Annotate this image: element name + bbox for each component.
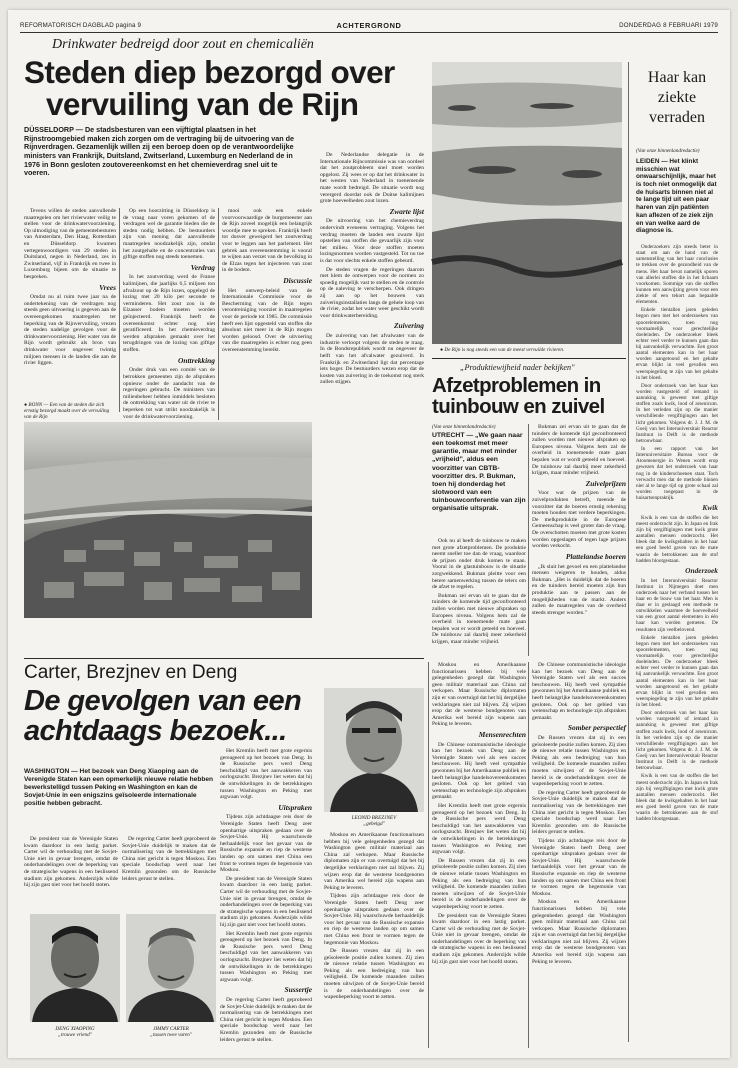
river-photo [432, 62, 622, 344]
deng-paragraph: Moskou en Amerikaanse functionarissen hebben bij vele gelegenheden gezegd dat Washington geen militair materiaal aan China zal verkopen. Maar Russische diplomaten zijn er van overtuigd dat het bij dergelijke verklaringen niet zal blijven. Zij wijzen erop dat de westerse bondgenoten van Amerika wel bereid zijn wapens aan Peking te leveren. [432, 662, 526, 728]
hair-subhead-onderzoek: Onderzoek [685, 565, 718, 575]
deng-paragraph: De president van de Verenigde Staten kwam daardoor in een lastig parket. Carter wil de verhouding met de Sovjet-Unie niet in gevaar brengen, omdat de onderhandelingen over de beperking van de strategische wapens in een beslissend stadium zijn gekomen. Anderzijds wilde hij zijn gast niet voor het hoofd stoten. [220, 875, 312, 928]
deng-subhead-somber: Somber perspectief [567, 723, 626, 733]
hair-lead: LEIDEN — Het klinkt misschien wat onwaarschijnlijk, maar het is toch niet onmogelijk dat de huisarts binnen niet al te lange tijd uit een paar haren van zijn patiënten kan aflezen of ze ziek zijn en van welke aard de diagnose is. [636, 158, 717, 235]
rhine-paragraph: In het zoutverdrag werd de Franse kalimijnen, die jaarlijks 6,5 miljoen ton afvalzout op de Rijn lozen, opgelegd de lozing met 20 kilo per seconde te verminderen. Het zout zou in de Elzasser bodem moeten worden geïnjecteerd. Frankrijk heeft de overeenkomst echter nog niet geratificeerd. In het chemieverdrag werden afspraken gemaakt over het terugdringen van de lozing van giftige stoffen. [123, 274, 215, 354]
header-section: ACHTERGROND [336, 21, 402, 30]
deng-headline [24, 687, 324, 746]
rhine-kicker: Drinkwater bedreigd door zout en chemicaliën [52, 37, 314, 52]
rhine-column-4 [320, 152, 424, 454]
deng-column-4 [324, 832, 424, 1048]
rhine-subhead-onttrekking: Onttrekking [178, 355, 215, 365]
deng-paragraph: Moskou en Amerikaanse functionarissen hebben bij vele gelegenheden gezegd dat Washington geen militair materiaal aan China zal verkopen. Maar Russische diplomaten zijn er van overtuigd dat het bij dergelijke verklaringen niet zal blijven. Zij wijzen erop dat de westerse bondgenoten van Amerika wel bereid zijn wapens aan Peking te leveren. [324, 832, 424, 891]
rhine-paragraph: Het ontwerp-beleid van de Internationale Commissie voor de Bescherming van de Rijn tegen verontreiniging voorziet in maatregelen voor de periode tot 1985. De commissie heeft een lijst opgesteld van stoffen die absoluut niet meer in de Rijn mogen worden geloosd. Over de uitvoering van die maatregelen is echter nog geen overeenstemming bereikt. [222, 287, 312, 354]
rhine-paragraph: De steden vragen de regeringen daarom met klem de ontwerpen voor de normen zo spoedig mogelijk vast te stellen en de controle op de naleving te verscherpen. Ook dringen zij aan op het bouwen van zuiveringsinstallaties langs de gehele loop van de rivier, zodat het water weer geschikt wordt voor drinkwaterbereiding. [320, 266, 424, 319]
deng-photo [30, 914, 120, 1022]
hair-paragraph: Kwik is een van de stoffen die het meest onderzocht zijn. In Japan en Irak zijn bij vergiftigingen met kwik grote aantallen mensen onderzocht. Het bleek dat de kwikgehalten in het haar een goed beeld gaven van de mate waarin de betrokkenen aan de stof hadden blootgestaan. [636, 773, 718, 823]
rhine-column-1 [24, 208, 116, 408]
rhine-subhead-zwarte-lijst: Zwarte lijst [389, 206, 424, 216]
rhine-paragraph: De Nederlandse delegatie in de Internationale Rijncommissie was van oordeel dat het zoutprobleem snel moet worden opgelost. Zij wees er op dat het drinkwater in het westen van Nederland in toenemende mate wordt bedreigd. De situatie wordt nog verergerd doordat ook de Duitse kalimijnen grote hoeveelheden zout lozen. [320, 152, 424, 205]
rhine-paragraph: De zuivering van het afvalwater van de industrie verloopt volgens de steden te traag. In de Bondsrepubliek wordt nu ongeveer de helft van het afvalwater gezuiverd. In Frankrijk en Zwitserland ligt dat percentage iets hoger. De bestuurders wezen erop dat de kosten van zuivering in de toekomst nog sterk zullen stijgen. [320, 333, 424, 386]
hair-paragraph: In het Interuniversitair Reactor Instituut in Nijmegen doet men onderzoek naar het verband tussen het haar en de bouw van het haar. Men is daar er in geslaagd een methode te ontwikkelen waarmee de hoeveelheid van een groot aantal elementen in één haar kan worden gemeten. De resultaten zijn veelbelovend. [636, 577, 718, 633]
hair-body [636, 244, 718, 1044]
deng-paragraph: De Chinese communistische ideologie kan het bezoek van Deng aan de Verenigde Staten wel als een succes beschouwen. Hij heeft veel sympathie gewonnen bij het Amerikaanse publiek en heeft belangrijke handelsovereenkomsten gesloten. Ook op het gebied van wetenschap en technologie zijn afspraken gemaakt. [432, 741, 526, 801]
deng-caption [30, 1026, 120, 1038]
hair-paragraph: Door onderzoek van het haar kan worden vastgesteld of iemand in aanraking is geweest met giftige stoffen zoals kwik, lood of arsenicum. In het verleden zijn op die manier verschillende vergiftigingen aan het licht gekomen. Volgens dr. J. J. M. de Goeij van het Interuniversitair Reactor Instituut in Delft is de methode betrouwbaar. [636, 710, 718, 772]
dairy-subhead-plattelands: Plattelandse boeren [565, 551, 626, 561]
dairy-column-1 [432, 538, 526, 656]
deng-lead: WASHINGTON — Het bezoek van Deng Xiaoping aan de Verenigde Staten kan een opmerkelijk nieuwe relatie hebben bewerkstelligd tussen Peking en Washington en kan de Sovjet-Unie in een enigszins geïsoleerde internationale positie hebben gebracht. [24, 768, 214, 807]
rhine-paragraph: De uitvoering van het chemieverdrag ondervindt eveneens vertraging. Volgens het verdrag moeten de landen een zwarte lijst opstellen van stoffen die gevaarlijk zijn voor het milieu. Voor deze stoffen moeten lozingsnormen worden vastgesteld. Tot nu toe is dat voor slechts enkele stoffen gebeurd. [320, 218, 424, 265]
deng-paragraph: De regering Carter heeft geprobeerd de Sovjet-Unie duidelijk te maken dat de normalisering van de betrekkingen met China niet gericht is tegen Moskou. Een speciale boodschap werd naar het Kremlin gezonden om de Russische leiders gerust te stellen. [532, 789, 626, 836]
rhine-subhead-zuivering: Zuivering [394, 321, 424, 331]
hair-paragraph: Enkele tientallen jaren geleden begon men met het onderzoeken van spoorelementen, toen nog voornamelijk voor gerechtelijke doeleinden. De onderzoeker bleek echter veel verder te kunnen gaan dan hij aanvankelijk verwachtte. Een groot aantal elementen kan in het haar worden aangetoond en het gehalte ervan blijkt in veel gevallen een weerspiegeling te zijn van het gehalte in het bloed. [636, 307, 718, 381]
section-rule [432, 358, 626, 359]
deng-paragraph: Het Kremlin heeft met grote ergernis gereageerd op het bezoek van Deng. In de Russische pers werd Deng beschuldigd van het aanwakkeren van oorlogszucht. Brezjnev liet weten dat hij de ontwikkelingen in de betrekkingen tussen Washington en Peking met argwaan volgt. [220, 748, 312, 801]
rhine-subhead-vrees: Vrees [99, 282, 116, 292]
dairy-paragraph: „Ik sluit het gevoel en een plattelandse mensen weigeren te houden, aldus Bukman. „Het is duidelijk dat de boeren en de tuinders bereid moeten zijn hun produktie aan te passen aan de mogelijkheden van de markt. Anders zullen de maatregelen van de overheid steeds strenger worden." [532, 563, 626, 616]
deng-headline-line-2: achtdaags bezoek... [24, 714, 287, 747]
deng-paragraph: De regering Carter heeft geprobeerd de Sovjet-Unie duidelijk te maken dat de normalisering van de betrekkingen met China niet gericht is tegen Moskou. Een speciale boodschap werd naar het Kremlin gezonden om de Russische leiders gerust te stellen. [122, 836, 216, 882]
dairy-lead: UTRECHT — „We gaan naar een toekomst met meer garantie, maar met minder „vrijheid", aldus een voorzitter van CBTB-voorzitter drs. P. Bukman, toen hij donderdag het slotwoord van een tuinbouwconferentie van zijn organisatie uitsprak. [432, 432, 526, 513]
deng-column-1 [24, 836, 118, 910]
deng-paragraph: De Russen vrezen dat zij in een geïsoleerde positie zullen komen. Zij zien de nieuwe relatie tussen Washington en Peking als een bedreiging van hun veiligheid. De komende maanden zullen moeten uitwijzen of de Sovjet-Unie bereid is de onderhandelingen over de wapenbeperking voort te zetten. [324, 948, 424, 1001]
dairy-paragraph: Voor wat de prijzen van de zuivelprodukten betreft, meende de voorzitter dat de boeren ernstig rekening moeten houden met verdere beperkingen. De melkproduktie in de Europese Gemeenschap is veel groter dan de vraag. De overschotten moeten met grote kosten worden opgeslagen of tegen lage prijzen worden verkocht. [532, 490, 626, 550]
header-date: DONDERDAG 8 FEBRUARI 1979 [619, 22, 718, 29]
dairy-headline-line-1: Afzetproblemen in [432, 374, 601, 397]
carter-photo [126, 914, 216, 1022]
deng-caption-quote: „trouwe vriend" [58, 1032, 92, 1039]
river-caption: ● De Rijn is nog steeds een van de meest vervuilde rivieren. [440, 347, 565, 353]
rhine-paragraph: mooi ook een enkele voorvoorwaardige de burgemeester aan de Rijn zoveel mogelijk een belangrijk woordje mee te spreken. Frankrijk heeft tot dusver geweigerd het zoutverdrag voor te leggen aan het parlement. Het gebrek aan overeenstemming is vooral te wijten aan verzet van de bevolking in de Elzas tegen het injecteren van zout in de bodem. [222, 208, 312, 274]
column-rule [528, 662, 529, 1048]
city-aerial-image [24, 422, 312, 618]
deng-portrait [30, 914, 120, 1022]
deng-column-3 [220, 748, 312, 1048]
newspaper-page [8, 10, 730, 1058]
deng-paragraph: Moskou en Amerikaanse functionarissen hebben bij vele gelegenheden gezegd dat Washington geen militair materiaal aan China zal verkopen. Maar Russische diplomaten zijn er van overtuigd dat het bij dergelijke verklaringen niet zal blijven. Zij wijzen erop dat de westerse bondgenoten van Amerika wel bereid zijn wapens aan Peking te leveren. [532, 899, 626, 965]
dairy-column-2 [532, 424, 626, 656]
brezhnev-caption-quote: „gebelgd" [363, 821, 385, 828]
brezhnev-caption-name: LEONID BREZJNEV [351, 815, 397, 821]
hair-paragraph: In een rapport van het Interuniversitaire Bureau voor de Atoomenergie in Wenen wordt erop gewezen dat het onderzoek van haar nog in de kinderschoenen staat. Toch verwacht men dat de methode binnen niet al te lange tijd op grote schaal zal worden toegepast in de huisartsenpraktijk. [636, 446, 718, 501]
rhine-paragraph: Omdat nu al ruim twee jaar na de ondertekening van de verdragen nog steeds geen uitvoering is gegeven aan de overeengekomen maatregelen ter beperking van de Rijnvervuiling, vrezen de steden nadelige gevolgen voor de drinkwatervoorziening. Het water van de Rijn wordt gebruikt als bron van drinkwater voor ongeveer twintig miljoen mensen in de landen die aan de rivier liggen. [24, 294, 116, 367]
deng-subhead-uitspraken: Uitspraken [278, 802, 312, 812]
rhine-column-2 [123, 208, 215, 420]
deng-paragraph: Het Kremlin heeft met grote ergernis gereageerd op het bezoek van Deng. In de Russische pers werd Deng beschuldigd van het aanwakkeren van oorlogszucht. Brezjnev liet weten dat hij de ontwikkelingen in de betrekkingen tussen Washington en Peking met argwaan volgt. [220, 930, 312, 983]
hair-byline: (Van onze binnenlandredactie) [636, 148, 700, 154]
dairy-paragraph: Bukman zei ervan uit te gaan dat de tuinders de komende tijd geconfronteerd zullen worden met nieuwe afspraken op Europees niveau. Volgens hem zal de overheid in toenemende mate gaan bepalen wat er wordt geteeld en hoeveel. De tuinbouw zal daarbij meer zekerheid krijgen, maar minder vrijheid. [532, 424, 626, 477]
deng-kicker: Carter, Brezjnev en Deng [24, 662, 238, 683]
header-paper-name: REFORMATORISCH DAGBLAD pagina 9 [20, 22, 142, 29]
hair-headline: Haar kan ziekte verraden [647, 69, 707, 126]
rhine-column-3 [222, 208, 312, 354]
section-rule [24, 658, 424, 659]
deng-paragraph: Tijdens zijn achtdaagse reis door de Verenigde Staten heeft Deng zeer openhartige uitspraken gedaan over de Sovjet-Unie. Hij waarschuwde herhaaldelijk voor het gevaar van de Russische expansie en riep de westerse landen op om samen met China een front te vormen tegen de hegemonie van Moskou. [220, 814, 312, 874]
hair-paragraph: Kwik is een van de stoffen die het meest onderzocht zijn. In Japan en Irak zijn bij vergiftigingen met kwik grote aantallen mensen onderzocht. Het bleek dat de kwikgehalten in het haar een goed beeld gaven van de mate waarin de betrokkenen aan de stof hadden blootgestaan. [636, 514, 718, 564]
column-rule [628, 62, 629, 1042]
city-aerial-photo [24, 422, 312, 618]
hair-paragraph: Door onderzoek van het haar kan worden vastgesteld of iemand in aanraking is geweest met giftige stoffen zoals kwik, lood of arsenicum. In het verleden zijn op die manier verschillende vergiftigingen aan het licht gekomen. Volgens dr. J. J. M. de Goeij van het Interuniversitair Reactor Instituut in Delft is de methode betrouwbaar. [636, 382, 718, 444]
deng-headline-line-1: De gevolgen van een [24, 685, 302, 717]
rhine-headline-line-1: Steden diep bezorgd over [24, 54, 395, 90]
deng-paragraph: Tijdens zijn achtdaagse reis door de Verenigde Staten heeft Deng zeer openhartige uitspraken gedaan over de Sovjet-Unie. Hij waarschuwde herhaaldelijk voor het gevaar van de Russische expansie en riep de westerse landen op om samen met China een front te vormen tegen de hegemonie van Moskou. [532, 837, 626, 897]
carter-portrait [126, 914, 216, 1022]
brezhnev-portrait [324, 688, 424, 812]
rhine-headline [24, 54, 424, 123]
deng-subhead-sussertje: Sussertje [284, 985, 312, 995]
dairy-byline: (Van onze binnenlandredactie) [432, 424, 496, 430]
carter-caption [126, 1026, 216, 1038]
deng-paragraph: Tijdens zijn achtdaagse reis door de Verenigde Staten heeft Deng zeer openhartige uitspraken gedaan over de Sovjet-Unie. Hij waarschuwde herhaaldelijk voor het gevaar van de Russische expansie en riep de westerse landen op om samen met China een front te vormen tegen de hegemonie van Moskou. [324, 893, 424, 946]
column-rule [119, 208, 120, 412]
rhine-caption-bonn: ● BONN — Een van de steden die zich ernstig bezorgd maakt over de vervuiling van de Rijn [24, 402, 110, 421]
deng-column-5 [432, 662, 526, 1048]
deng-column-6 [532, 662, 626, 1048]
rhine-paragraph: Onder druk van een comité van de betrokken gemeenten zijn de afspraken opnieuw onder de aandacht van de regeringen gebracht. De ministers van milieubeheer hebben inmiddels besloten de onttrekking van water uit de rivier te beperken tot wat strikt noodzakelijk is voor de drinkwatervoorziening. [123, 367, 215, 420]
dairy-kicker: „Produktiewijheid nader bekijken" [460, 363, 575, 372]
dairy-paragraph: Ook nu al heeft de tuinbouw te maken met grote afzetproblemen. De produktie neemt sneller toe dan de vraag, waardoor de prijzen onder druk komen te staan. Vooral in de glastuinbouw is de situatie zorgwekkend. Bukman pleitte voor een betere samenwerking tussen de telers om de afzet te regelen. [432, 538, 526, 591]
dairy-headline [432, 376, 632, 418]
river-image [432, 62, 622, 344]
brezhnev-photo [324, 688, 424, 812]
carter-caption-name: JIMMY CARTER [153, 1026, 189, 1032]
rhine-headline-line-2: vervuiling van de Rijn [46, 86, 359, 123]
hair-paragraph: Onderzoekers zijn steeds beter in staat om aan de hand van de samenstelling van het haar conclusies te trekken over de gezondheid van de mens. Het haar bevat namelijk sporen van allerlei stoffen die in het lichaam voorkomen. Sommige van die stoffen kunnen een aanwijzing geven voor een ziekte of een tekort aan bepaalde elementen. [636, 244, 718, 306]
hair-subhead-kwik: Kwik [702, 503, 718, 513]
rhine-subhead-discussie: Discussie [283, 275, 312, 285]
running-header [20, 20, 718, 33]
deng-caption-name: DENG XIAOPING [55, 1026, 95, 1032]
hair-paragraph: Enkele tientallen jaren geleden begon men met het onderzoeken van spoorelementen, toen nog voornamelijk voor gerechtelijke doeleinden. De onderzoeker bleek echter veel verder te kunnen gaan dan hij aanvankelijk verwachtte. Een groot aantal elementen kan in het haar worden aangetoond en het gehalte ervan blijkt in veel gevallen een weerspiegeling te zijn van het gehalte in het bloed. [636, 634, 718, 709]
deng-paragraph: De regering Carter heeft geprobeerd de Sovjet-Unie duidelijk te maken dat de normalisering van de betrekkingen met China niet gericht is tegen Moskou. Een speciale boodschap werd naar het Kremlin gezonden om de Russische leiders gerust te stellen. [220, 997, 312, 1043]
column-rule [528, 424, 529, 656]
rhine-paragraph: Op een hoorzitting in Düsseldorp is de vraag naar voren gekomen of de verdragen wel de garantie bieden die de steden nodig hebben. De bestuurders zijn van mening dat aanvullende maatregelen noodzakelijk zijn, omdat het zoutgehalte en de concentraties van giftige stoffen nog steeds toenemen. [123, 208, 215, 261]
deng-paragraph: Het Kremlin heeft met grote ergernis gereageerd op het bezoek van Deng. In de Russische pers werd Deng beschuldigd van het aanwakkeren van oorlogszucht. Brezjnev liet weten dat hij de ontwikkelingen in de betrekkingen tussen Washington en Peking met argwaan volgt. [432, 803, 526, 856]
carter-caption-quote: „tussen twee vuren" [150, 1032, 192, 1039]
dairy-headline-line-2: tuinbouw en zuivel [432, 394, 605, 418]
deng-paragraph: De president van de Verenigde Staten kwam daardoor in een lastig parket. Carter wil de verhouding met de Sovjet-Unie niet in gevaar brengen, omdat de onderhandelingen over de beperking van de strategische wapens in een beslissend stadium zijn gekomen. Anderzijds wilde hij zijn gast niet voor het hoofd stoten. [432, 912, 526, 965]
rhine-paragraph: Tevens willen de steden aanvullende maatregelen om het rivierwater veilig te stellen voor de drinkwatervoorziening. Op uitnodiging van de gemeentebesturen van Amsterdam, Den Haag, Rotterdam en Düsseldorp kwamen vertegenwoordigers van 29 steden in Duitsland, negen in Nederland, zes in Zwitserland, vijf in Frankrijk en twee in Luxemburg bijeen om de situatie te bespreken. [24, 208, 116, 280]
deng-paragraph: De Russen vrezen dat zij in een geïsoleerde positie zullen komen. Zij zien de nieuwe relatie tussen Washington en Peking als een bedreiging van hun veiligheid. De komende maanden zullen moeten uitwijzen of de Sovjet-Unie bereid is de onderhandelingen over de wapenbeperking voort te zetten. [432, 857, 526, 910]
column-rule [218, 208, 219, 420]
dairy-subhead-zuivelprijzen: Zuivelprijzen [585, 478, 626, 488]
deng-column-2 [122, 836, 216, 910]
deng-subhead-mensenrechten: Mensenrechten [478, 729, 526, 739]
column-rule [428, 662, 429, 1048]
dairy-paragraph: Bukman zei ervan uit te gaan dat de tuinders de komende tijd geconfronteerd zullen worden met nieuwe afspraken op Europees niveau. Volgens hem zal de overheid in toenemende mate gaan bepalen wat er wordt geteeld en hoeveel. De tuinbouw zal daarbij meer zekerheid krijgen, maar minder vrijheid. [432, 592, 526, 645]
rhine-subhead-verdrag: Verdrag [190, 262, 215, 272]
deng-paragraph: De president van de Verenigde Staten kwam daardoor in een lastig parket. Carter wil de verhouding met de Sovjet-Unie niet in gevaar brengen, omdat de onderhandelingen over de beperking van de strategische wapens in een beslissend stadium zijn gekomen. Anderzijds wilde hij zijn gast niet voor het hoofd stoten. [24, 836, 118, 889]
deng-paragraph: De Russen vrezen dat zij in een geïsoleerde positie zullen komen. Zij zien de nieuwe relatie tussen Washington en Peking als een bedreiging van hun veiligheid. De komende maanden zullen moeten uitwijzen of de Sovjet-Unie bereid is de onderhandelingen over de wapenbeperking voort te zetten. [532, 735, 626, 788]
brezhnev-caption [324, 815, 424, 827]
deng-paragraph: De Chinese communistische ideologie kan het bezoek van Deng aan de Verenigde Staten wel als een succes beschouwen. Hij heeft veel sympathie gewonnen bij het Amerikaanse publiek en heeft belangrijke handelsovereenkomsten gesloten. Ook op het gebied van wetenschap en technologie zijn afspraken gemaakt. [532, 662, 626, 721]
rhine-lead: DÜSSELDORP — De stadsbesturen van een vijftigtal plaatsen in het Rijnstroomgebied maken zich zorgen om de vertraging bij de uitvoering van de Rijnverdragen. Gezamenlijk willen zij een beroep doen op de verantwoordelijke ministers van Frankrijk, Duitsland, Zwitserland, Luxemburg en Nederland de in 1976 in Bonn gesloten zoutovereenkomst en het chemieverdrag snel uit te voeren. [24, 125, 294, 178]
